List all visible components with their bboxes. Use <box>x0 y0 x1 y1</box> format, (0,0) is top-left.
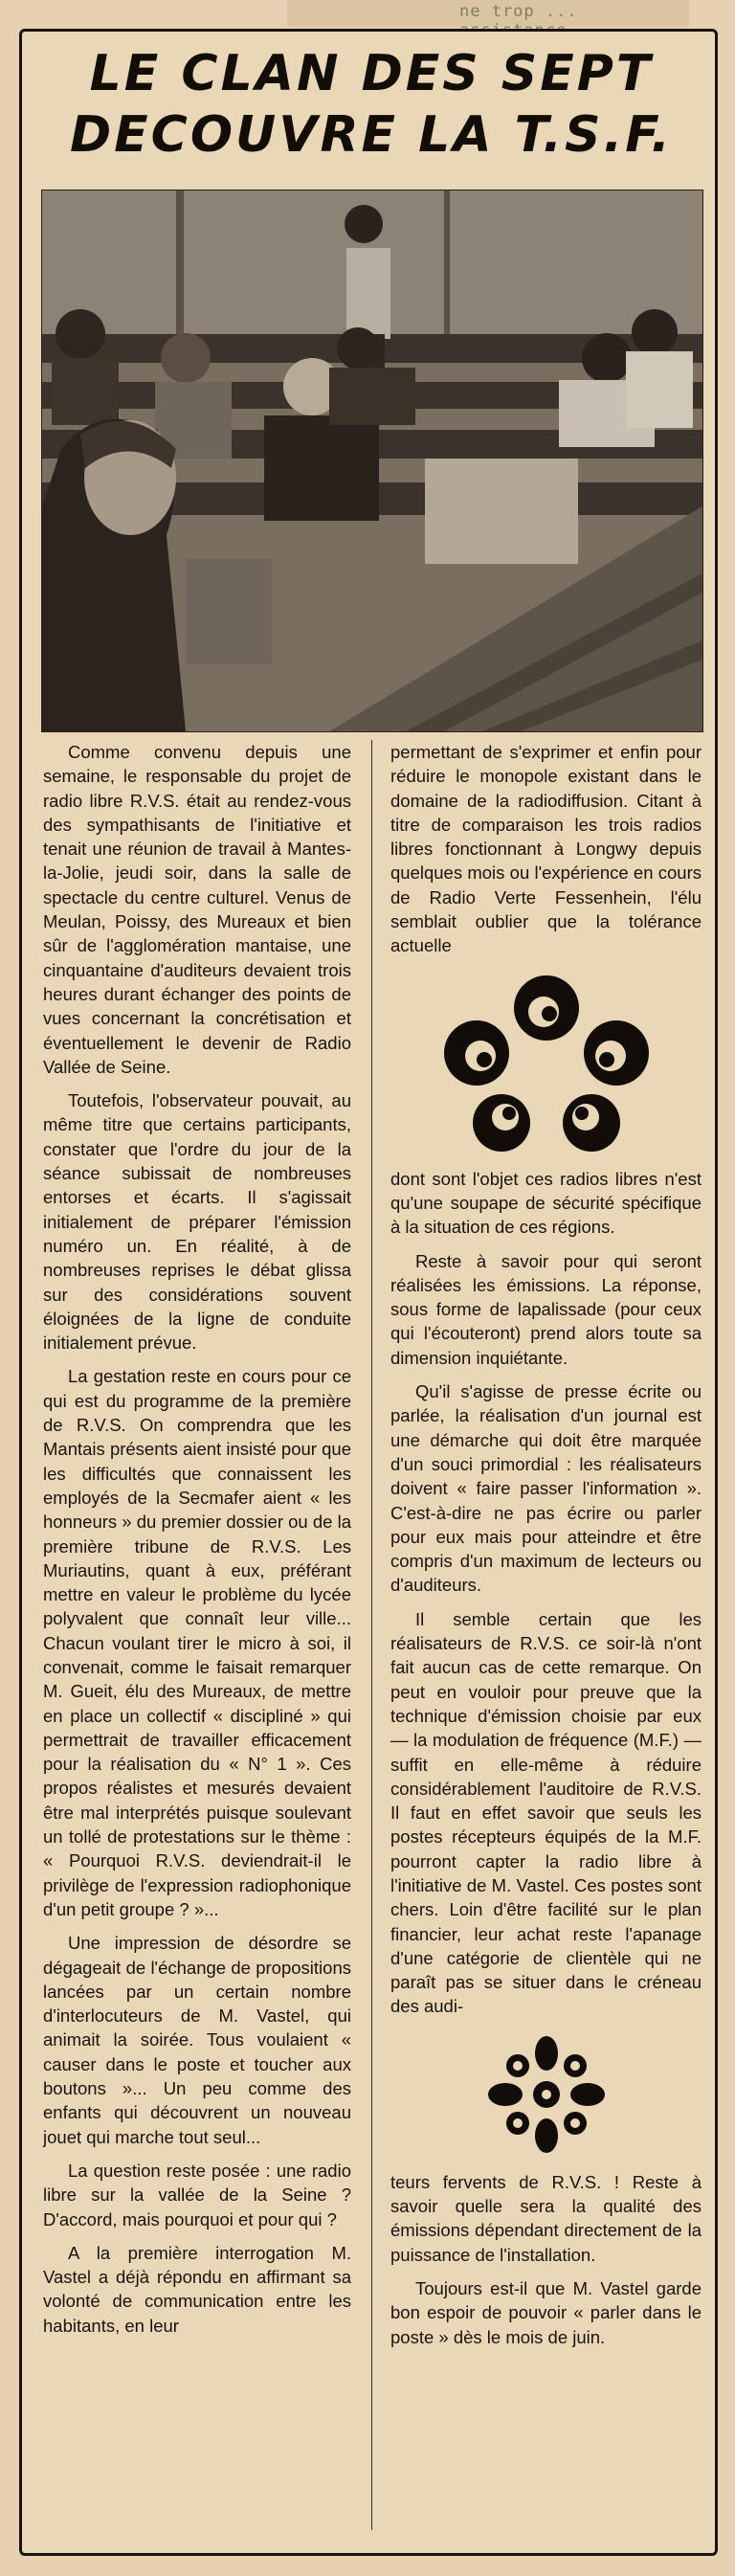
paragraph: permettant de s'exprimer et enfin pour réduire le monopole existant dans le domaine de la radiodiffusion. Citant à titre de comparaison les trois radios libres fonctionnant à Longwy depuis quelques mois ou l'expérience en cours de Radio Verte Fessenhein, l'élu semblait oublier que la tolérance actuelle <box>390 742 702 956</box>
paragraph: Comme convenu depuis une semaine, le responsable du projet de radio libre R.V.S. était au rendez-vous des sympathisants de l'initiative et tenait une réunion de travail à Mantes-la-Jolie, jeudi soir, dans la salle de spectacle du centre culturel. Venus de Meulan, Poissy, des Mureaux et bien sûr de l'agglomération mantaise, une cinquantaine d'auditeurs devaient trois heures durant échanger des points de vues concernant la concrétisation et éventuellement le devenir de Radio Vallée de Seine. <box>43 742 351 1077</box>
paragraph: Une impression de désordre se dégageait de l'échange de propositions lancées par un certain nombre d'interlocuteurs de M. Vastel, qui animait la soirée. Tous voulaient « causer dans le poste et toucher aux boutons »... Un peu comme des enfants qui découvrent un nouveau jouet qui marche tout seul... <box>43 1933 351 2147</box>
small-radio-emblem <box>484 2032 609 2157</box>
column-divider <box>371 740 372 2530</box>
clipping-header-strip <box>287 0 689 27</box>
paragraph: dont sont l'objet ces radios libres n'est qu'une soupape de sécurité spécifique à la situation de ces régions. <box>390 1168 702 1238</box>
paragraph: Il semble certain que les réalisateurs de R.V.S. ce soir-là n'ont fait aucun cas de cette remarque. On peut en vouloir pour preuve que la technique d'émission choisie par eux — la modulation de fréquence (M.F.) — suffit en elle-même à réduire considérablement l'auditoire de R.V.S. Il faut en effet savoir que seuls les postes récepteurs équipés de la M.F. pourront capter la radio libre à l'initiative de M. Vastel. Ces postes sont chers. Loin d'être facilité sur le plan financier, leur achat reste l'apanage d'une catégorie de clientèle qui ne paraît pas se situer dans le créneau des audi- <box>390 1608 702 2017</box>
headline-line-2: DECOUVRE LA T.S.F. <box>69 106 674 164</box>
newspaper-article <box>19 29 718 2556</box>
paragraph: Toutefois, l'observateur pouvait, au même titre que certains participants, constater que l'ordre du jour de la séance subissait de nombreuses entorses et écarts. Il s'agissait initialement de préparer l'émission numéro un. En réalité, à de nombreuses reprises le débat glissa sur des considérations souvent éloignées de la ligne de conduite initialement prévue. <box>43 1090 351 1354</box>
headline-line-1: LE CLAN DES SEPT <box>89 45 654 102</box>
meeting-photo <box>41 190 703 732</box>
paragraph: Qu'il s'agisse de presse écrite ou parlée, la réalisation d'un journal est une démarche qui doit être marquée d'un souci primordial : les réalisateurs doivent « faire passer l'information ». C'est-à-dire ne pas écrire ou parler pour eux mais pour atteindre et être compris d'un maximum de lecteurs ou d'auditeurs. <box>390 1381 702 1596</box>
radio-libre-flower-emblem <box>436 972 657 1154</box>
paragraph: Reste à savoir pour qui seront réalisées les émissions. La réponse, sous forme de lapalissade (pour ceux qui l'écouteront) prend alors toute sa dimension inquiétante. <box>390 1250 702 1368</box>
header-strip-text: ne trop ... <box>459 2 578 21</box>
headline <box>22 43 721 166</box>
paragraph: La question reste posée : une radio libre sur la vallée de la Seine ? D'accord, mais pourquoi et pour qui ? <box>43 2160 351 2229</box>
paragraph: Toujours est-il que M. Vastel garde bon espoir de pouvoir « parler dans le poste » dès le mois de juin. <box>390 2277 702 2347</box>
paragraph: teurs fervents de R.V.S. ! Reste à savoir quelle sera la qualité des émissions dépendant directement de la puissance de l'installation. <box>390 2171 702 2265</box>
right-column <box>390 740 702 2359</box>
meeting-photo-illustration <box>42 190 702 731</box>
paragraph: A la première interrogation M. Vastel a déjà répondu en affirmant sa volonté de communication entre les habitants, en leur <box>43 2242 351 2336</box>
left-column <box>43 740 351 2347</box>
paragraph: La gestation reste en cours pour ce qui est du programme de la première de R.V.S. On comprendra que les Mantais présents aient insisté pour que les difficultés que connaissent les employés de la Secmafer aient « les honneurs » du premier dossier ou de la première tribune de R.V.S. Les Muriautins, quant à eux, préférant mettre en valeur le problème du lycée polyvalent que connaît leur ville... Chacun voulant tirer le micro à soi, il convenait, comme le faisait remarquer M. Gueit, élu des Mureaux, de mettre en place un collectif « discipliné » qui permettrait de travailler efficacement pour la réalisation du « N° 1 ». Ces propos réalistes et mesurés devaient être mal interprétés puisque soulevant un tollé de protestations sur le thème : « Pourquoi R.V.S. deviendrait-il le privilège de l'expression radiophonique d'un petit groupe ? »... <box>43 1366 351 1919</box>
